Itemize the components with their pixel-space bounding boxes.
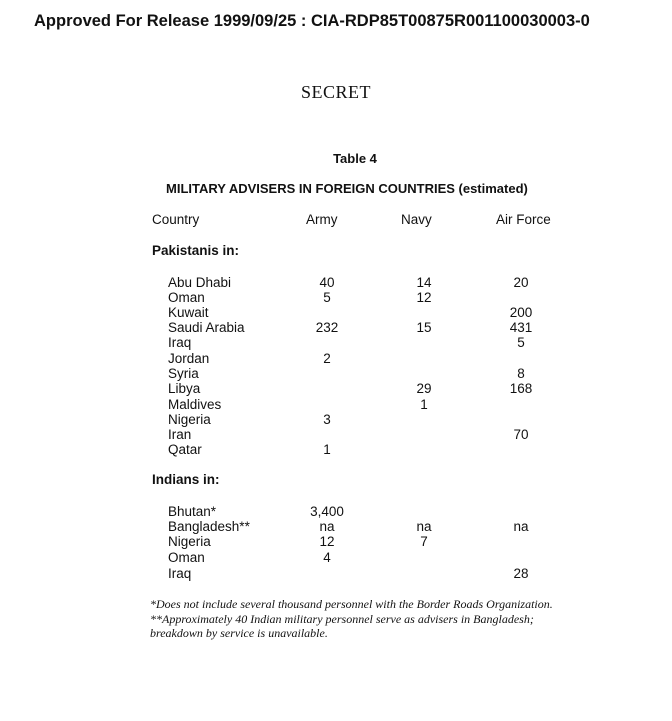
cell-army: 2 bbox=[323, 351, 331, 366]
cell-army: 232 bbox=[315, 320, 339, 335]
cell-country: Oman bbox=[168, 290, 205, 305]
cell-army: na bbox=[319, 519, 335, 534]
cell-army: 4 bbox=[323, 550, 331, 565]
table-row bbox=[0, 275, 672, 290]
cell-air-force: 168 bbox=[509, 381, 533, 396]
cell-country: Abu Dhabi bbox=[168, 275, 232, 290]
cell-air-force: 70 bbox=[513, 427, 529, 442]
section-heading-indians: Indians in: bbox=[152, 472, 220, 487]
cell-navy: 1 bbox=[420, 397, 428, 412]
table-row bbox=[0, 290, 672, 305]
table-title: MILITARY ADVISERS IN FOREIGN COUNTRIES (estimated) bbox=[166, 181, 528, 196]
cell-air-force: 8 bbox=[517, 366, 525, 381]
cell-country: Syria bbox=[168, 366, 199, 381]
release-stamp: Approved For Release 1999/09/25 : CIA-RDP85T00875R001100030003-0 bbox=[34, 12, 590, 30]
table-label: Table 4 bbox=[333, 151, 377, 166]
classification-marking: SECRET bbox=[300, 82, 371, 102]
cell-country: Bangladesh** bbox=[168, 519, 250, 534]
cell-navy: 7 bbox=[420, 534, 428, 549]
column-header-air-force: Air Force bbox=[496, 212, 551, 227]
cell-army: 3 bbox=[323, 412, 331, 427]
table-row bbox=[0, 504, 672, 519]
table-row bbox=[0, 320, 672, 335]
cell-air-force: na bbox=[513, 519, 529, 534]
table-row bbox=[0, 305, 672, 320]
cell-navy: 12 bbox=[416, 290, 432, 305]
cell-country: Saudi Arabia bbox=[168, 320, 245, 335]
cell-army: 40 bbox=[319, 275, 335, 290]
cell-country: Libya bbox=[168, 381, 201, 396]
cell-air-force: 20 bbox=[513, 275, 529, 290]
cell-country: Kuwait bbox=[168, 305, 209, 320]
cell-army: 1 bbox=[323, 442, 331, 457]
cell-army: 12 bbox=[319, 534, 335, 549]
cell-country: Maldives bbox=[168, 397, 222, 412]
cell-country: Nigeria bbox=[168, 412, 211, 427]
cell-air-force: 5 bbox=[517, 335, 525, 350]
table-row bbox=[0, 412, 672, 427]
cell-navy: 15 bbox=[416, 320, 432, 335]
cell-country: Iraq bbox=[168, 566, 192, 581]
table-row bbox=[0, 351, 672, 366]
table-row bbox=[0, 366, 672, 381]
cell-country: Jordan bbox=[168, 351, 210, 366]
cell-navy: 14 bbox=[416, 275, 432, 290]
column-header-navy: Navy bbox=[401, 212, 432, 227]
table-row bbox=[0, 427, 672, 442]
column-header-army: Army bbox=[306, 212, 338, 227]
table-row bbox=[0, 442, 672, 457]
section-heading-pakistanis: Pakistanis in: bbox=[152, 243, 240, 258]
table-row bbox=[0, 381, 672, 396]
cell-country: Iraq bbox=[168, 335, 192, 350]
cell-army: 3,400 bbox=[310, 504, 344, 519]
cell-country: Iran bbox=[168, 427, 192, 442]
cell-country: Qatar bbox=[168, 442, 202, 457]
cell-country: Nigeria bbox=[168, 534, 211, 549]
table-row bbox=[0, 335, 672, 350]
cell-army: 5 bbox=[323, 290, 331, 305]
cell-country: Bhutan* bbox=[168, 504, 217, 519]
table-row bbox=[0, 397, 672, 412]
table-row bbox=[0, 566, 672, 581]
footnote-bangladesh: **Approximately 40 Indian military personnel serve as advisers in Bangladesh; breakdown by service is unavailable. bbox=[150, 611, 534, 640]
footnote-bhutan: *Does not include several thousand personnel with the Border Roads Organization. bbox=[150, 597, 553, 611]
cell-country: Oman bbox=[168, 550, 205, 565]
cell-navy: 29 bbox=[416, 381, 432, 396]
table-row bbox=[0, 519, 672, 534]
cell-air-force: 28 bbox=[513, 566, 529, 581]
column-header-country: Country bbox=[152, 212, 200, 227]
footnotes bbox=[150, 597, 570, 641]
cell-air-force: 200 bbox=[509, 305, 533, 320]
table-row bbox=[0, 550, 672, 565]
cell-air-force: 431 bbox=[509, 320, 533, 335]
cell-navy: na bbox=[416, 519, 432, 534]
table-row bbox=[0, 534, 672, 549]
